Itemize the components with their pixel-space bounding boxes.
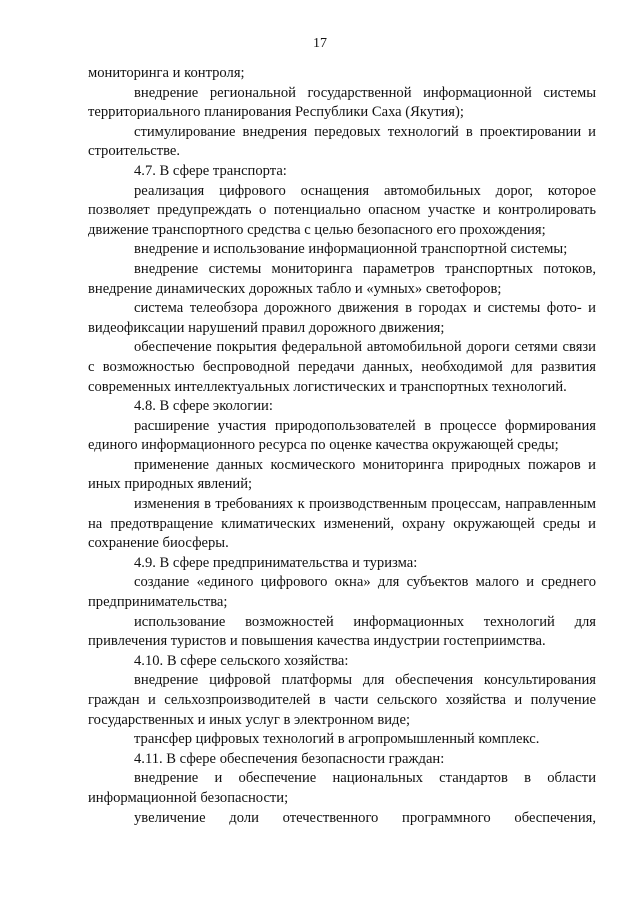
paragraph: внедрение системы мониторинга параметров транспортных потоков, внедрение динамических дорожных табло и «умных» светофоров; (88, 260, 596, 297)
paragraph: изменения в требованиях к производственным процессам, направленным на предотвращение климатических изменений, охрану окружающей среды и сохранение биосферы. (88, 496, 596, 552)
paragraph: применение данных космического мониторинга природных пожаров и иных природных явлений; (88, 456, 596, 493)
paragraph: 4.7. В сфере транспорта: (134, 162, 287, 179)
paragraph: 4.10. В сфере сельского хозяйства: (134, 652, 349, 669)
paragraph: стимулирование внедрения передовых технологий в проектировании и строительстве. (88, 123, 596, 160)
paragraph: расширение участия природопользователей в процессе формирования единого информационного ресурса по оценке качества окружающей среды; (88, 417, 596, 454)
paragraph: внедрение и обеспечение национальных стандартов в области информационной безопасности; (88, 770, 596, 806)
paragraph: внедрение цифровой платформы для обеспечения консультирования граждан и сельхозпроизводителей в части сельского хозяйства и получение государственных и иных услуг в электронном виде; (88, 672, 596, 728)
paragraph: реализация цифрового оснащения автомобильных дорог, которое позволяет предупреждать о потенциально опасном участке и контролировать движение транспортного средства с целью безопасного его прохождения; (88, 182, 596, 238)
paragraph: обеспечение покрытия федеральной автомобильной дороги сетями связи с возможностью беспроводной передачи данных, необходимой для развития современных интеллектуальных логистических и транспортных технологий. (88, 339, 596, 395)
paragraph: трансфер цифровых технологий в агропромышленный комплекс. (134, 731, 540, 748)
paragraph: 4.9. В сфере предпринимательства и туризма: (134, 554, 418, 571)
paragraph: 4.11. В сфере обеспечения безопасности граждан: (134, 750, 445, 767)
paragraph: создание «единого цифрового окна» для субъектов малого и среднего предпринимательства; (88, 574, 596, 611)
page-number: 17 (313, 36, 327, 51)
paragraph: внедрение региональной государственной информационной системы территориального планирования Республики Саха (Якутия); (88, 84, 596, 121)
paragraph: использование возможностей информационных технологий для привлечения туристов и повышения качества индустрии гостеприимства. (88, 613, 596, 650)
paragraph: система телеобзора дорожного движения в городах и системы фото- и видеофиксации нарушений правил дорожного движения; (88, 300, 596, 336)
paragraph: мониторинга и контроля; (88, 65, 245, 81)
document-body (88, 64, 596, 828)
paragraph: увеличение доли отечественного программного обеспечения, (134, 809, 596, 826)
paragraph: внедрение и использование информационной транспортной системы; (134, 241, 568, 258)
paragraph: 4.8. В сфере экологии: (134, 398, 273, 415)
